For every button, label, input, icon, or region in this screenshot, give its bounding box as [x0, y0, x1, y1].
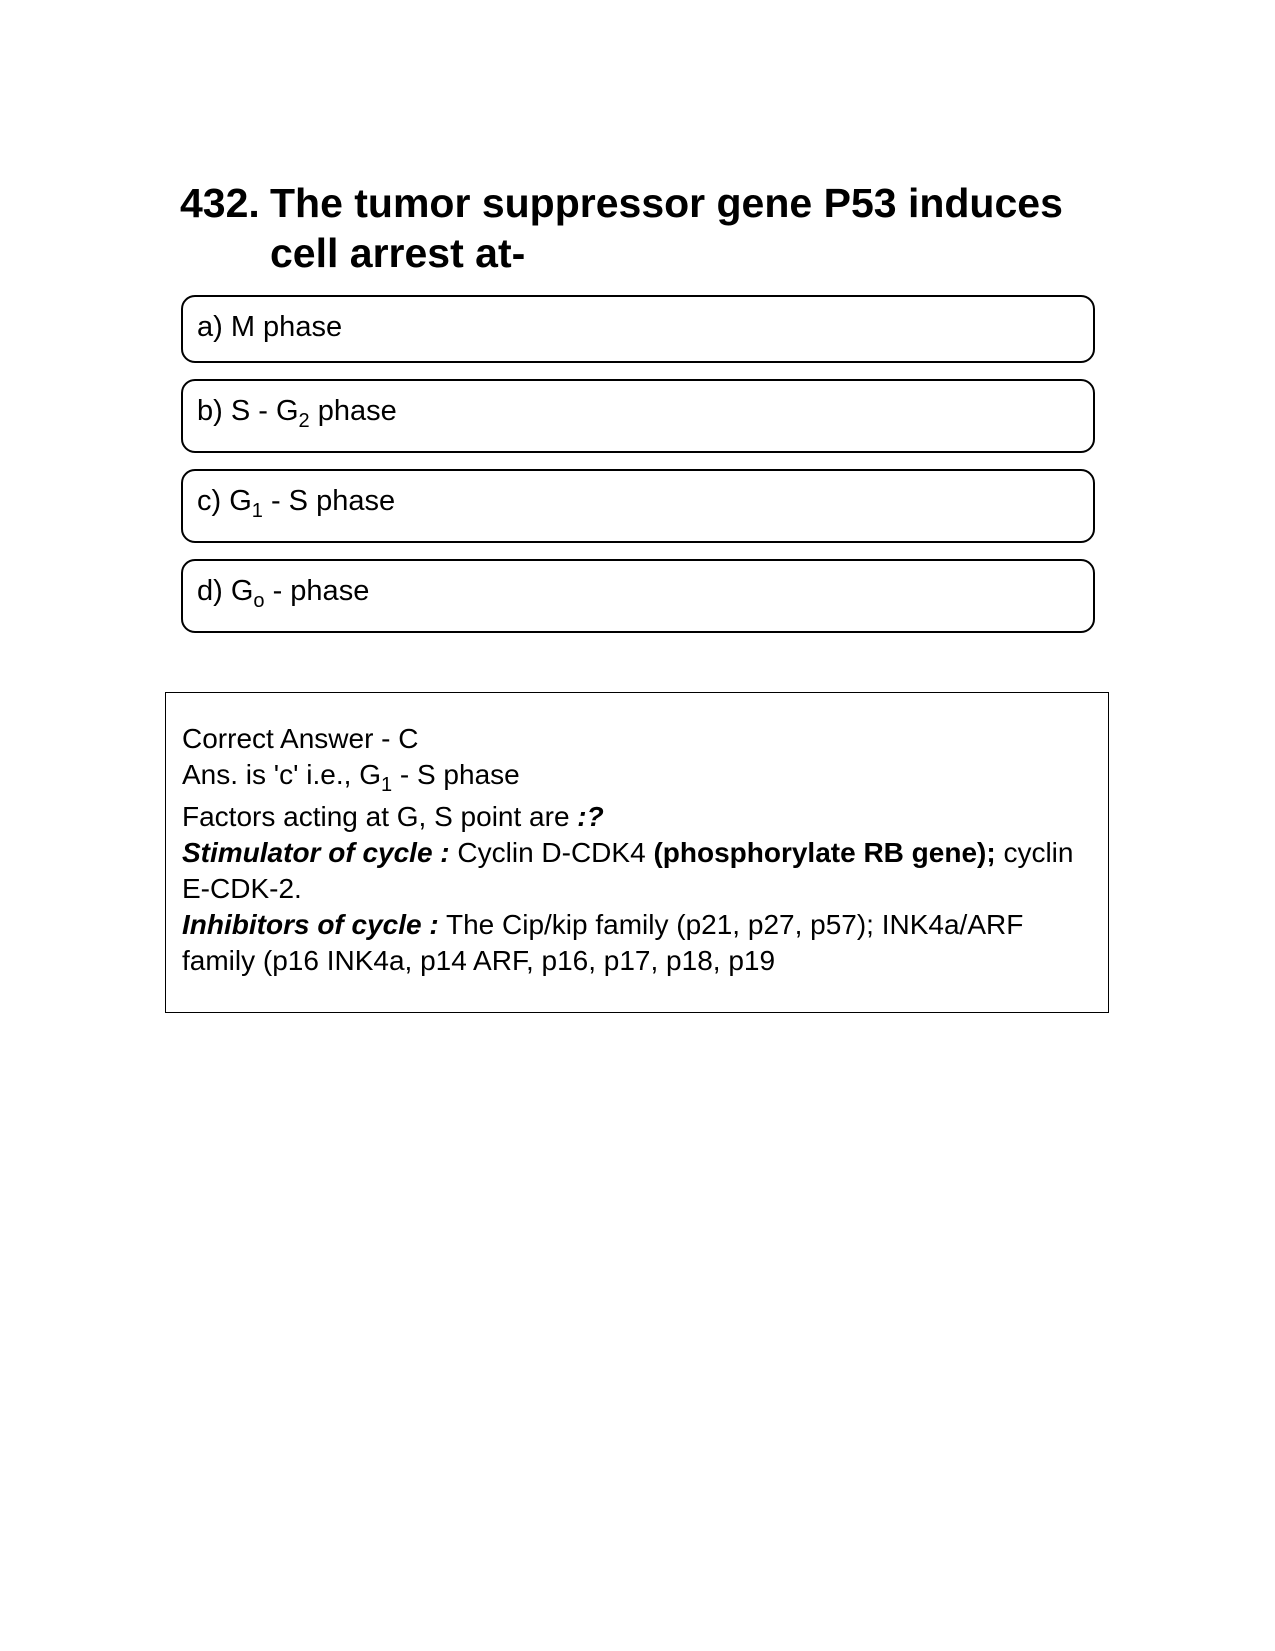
stimulator-paragraph: Stimulator of cycle : Cyclin D-CDK4 (phosphorylate RB gene); cyclin E-CDK-2.: [182, 837, 1074, 904]
option-a[interactable]: [181, 295, 1095, 363]
answer-explanation-box: [165, 692, 1109, 1013]
option-d-label: d) $G_o$ - phase: [197, 575, 370, 612]
answer-line: Ans. is 'c' i.e., $G_1$ - S phase: [182, 759, 520, 796]
factors-line: Factors acting at G, S point are :?: [182, 801, 604, 832]
option-d[interactable]: [181, 559, 1095, 633]
option-b-label: b) S - $G_2$ phase: [197, 395, 397, 432]
option-c-label: c) $G_1$ - S phase: [197, 485, 396, 522]
option-a-label: a) M phase: [197, 311, 343, 343]
inhibitors-paragraph: Inhibitors of cycle : The Cip/kip family (p21, p27, p57); INK4a/ARF family (p16 INK4a, p14 ARF, p16, p17, p18, p19: [182, 909, 1024, 976]
correct-answer: Correct Answer - C: [182, 723, 419, 754]
option-c[interactable]: [181, 469, 1095, 543]
question-heading: [180, 178, 1100, 278]
question-text: The tumor suppressor gene P53 induces cell arrest at-: [270, 180, 1063, 276]
question-number: 432.: [180, 180, 260, 226]
option-b[interactable]: [181, 379, 1095, 453]
